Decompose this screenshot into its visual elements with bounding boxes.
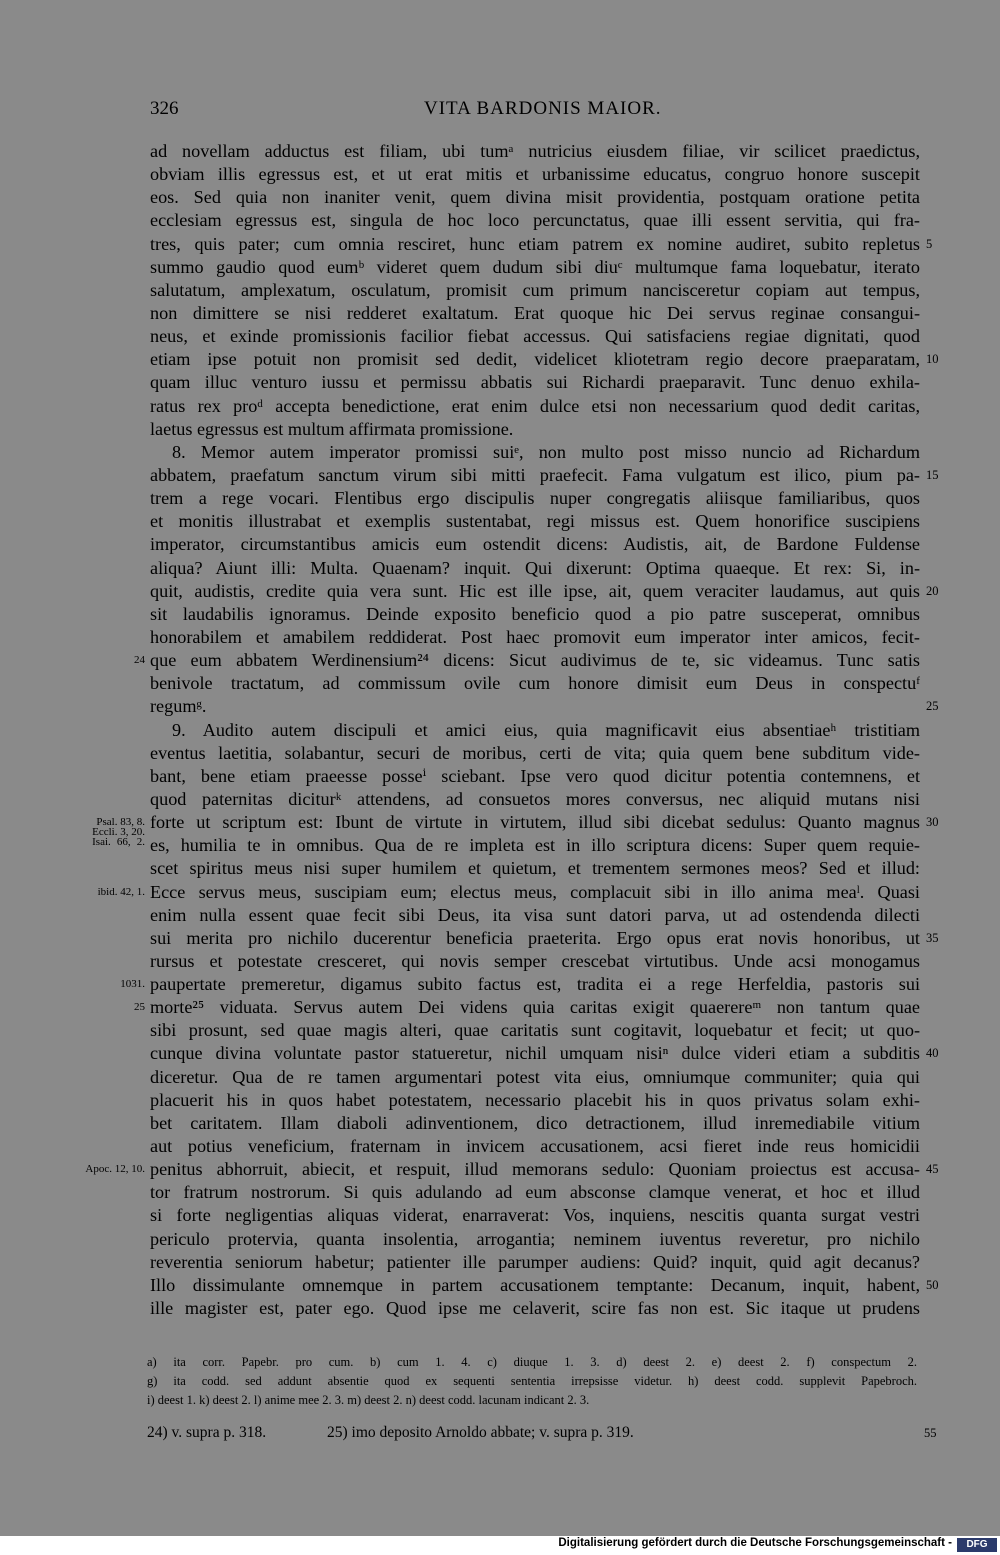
- text-line: [150, 510, 920, 533]
- text-line: [150, 140, 920, 163]
- line-number: 5: [926, 236, 933, 251]
- text-line-content: quod paternitas diciturᵏ attendens, ad consuetos mores conversus, nec aliquid mutans nisi: [150, 788, 920, 809]
- text-line-content: aut potius veneficium, fraternam in invicem accusationem, acsi fieret inde reus homicidii: [150, 1136, 920, 1157]
- line-number: 30: [926, 815, 939, 830]
- text-line: [150, 695, 939, 718]
- text-line-content: aliqua? Aiunt illi: Multa. Quaenam? inquit. Qui dixerunt: Optima quaeque. Et rex: Si, in-: [150, 557, 920, 578]
- text-line-content: imperator, circumstantibus amicis eum ostendit dicens: Audistis, ait, de Bardone Fuldense: [150, 534, 920, 555]
- text-line: [150, 302, 920, 325]
- text-line-content: bet caritatem. Illam diaboli adinventionem, dico detractionem, illud inremediabile vitium: [150, 1112, 920, 1133]
- text-line: [150, 857, 920, 880]
- text-line-content: sui merita pro nichilo ducerentur beneficia praeterita. Ergo opus erat novis honoribus, ut: [150, 927, 920, 948]
- text-line: [150, 325, 920, 348]
- line-number: 45: [926, 1162, 939, 1177]
- text-line-content: eventus laetitia, solabantur, securi de moribus, certi de vita; quia quem bene subditum vide-: [150, 742, 920, 763]
- margin-note: 25: [134, 1001, 145, 1014]
- text-line-content: periculo protervia, quanta insolentia, arrogantia; neminem iuventus reveretur, pro nichilo: [150, 1228, 920, 1249]
- footnote-line: i) deest 1. k) deest 2. l) anime mee 2. 3. m) deest 2. n) deest codd. lacunam indicant 2. 3.: [147, 1392, 590, 1407]
- text-line: [150, 487, 920, 510]
- text-line-content: ecclesiam egressus est, singula de hoc loco percunctatus, quae illi essent servitia, qui fra-: [150, 210, 920, 231]
- text-line-content: Illo dissimulante omnemque in partem accusationem temptante: Decanum, inquit, habent,: [150, 1274, 920, 1295]
- text-line-content: es, humilia te in omnibus. Qua de re impleta est in illo scriptura dicens: Super quem requie-: [150, 835, 920, 856]
- line-number: 55: [924, 1426, 937, 1440]
- text-line: [150, 927, 939, 950]
- text-line-content: ad novellam adductus est filiam, ubi tumᵃ nutricius eiusdem filiae, vir scilicet praedictus,: [150, 141, 920, 161]
- text-line: [150, 256, 920, 279]
- margin-note: Eccli. 3, 20. Isai. 66, 2.: [92, 826, 145, 849]
- text-line-content: rursus et potestate cresceret, qui novis semper crescebat virtutibus. Unde acsi monogamus: [150, 950, 920, 971]
- text-line-content: obviam illis egressus est, et ut erat mitis et urbanissime educatus, congruo honore suscepit: [150, 164, 920, 185]
- text-line: [150, 1112, 920, 1135]
- text-line: [150, 1181, 920, 1204]
- footnotes: [147, 1353, 917, 1409]
- text-line: [150, 765, 920, 788]
- text-line-content: abbatem, praefatum sanctum virum sibi mitti praefecit. Fama vulgatum est ilico, pium pa-: [150, 464, 920, 485]
- footnote-line: a) ita corr. Papebr. pro cum. b) cum 1. 4. c) diuque 1. 3. d) deest 2. e) deest 2. f) conspectum 2.: [147, 1355, 917, 1369]
- text-line: [150, 209, 920, 232]
- text-line: [150, 464, 939, 487]
- text-line-content: quit, audistis, credite quia vera sunt. Hic est ille ipse, ait, quem veraciter laudamus, aut quis: [150, 580, 920, 601]
- line-number: 25: [926, 699, 939, 714]
- text-line: [150, 1066, 920, 1089]
- text-line: [150, 1274, 939, 1297]
- dfg-logo: DFG: [957, 1538, 997, 1552]
- text-line: [150, 1204, 920, 1227]
- text-line: [150, 672, 920, 695]
- text-line-content: ille magister est, pater ego. Quod ipse me celaverit, scire fas non est. Sic itaque ut prudens: [150, 1298, 920, 1319]
- text-line-content: neus, et exinde promissionis facilior fiebat accessus. Qui satisfaciens regiae dignitati, quod: [150, 326, 920, 347]
- text-line-content: scet spiritus meus nisi super humilem et quietum, et trementem sermones meos? Sed et illud:: [150, 858, 920, 879]
- footer-bar: [0, 1536, 1000, 1555]
- page-number: 326: [150, 98, 179, 119]
- text-line-content: summo gaudio quod eumᵇ videret quem dudum sibi diuᶜ multumque fama loquebatur, iterato: [150, 256, 920, 277]
- text-line-content: salutatum, amplexatum, osculatum, promisit cum primum nancisceretur copiam aut tempus,: [150, 279, 920, 300]
- text-line-content: et monitis illustrabat et exemplis sustentabat, regi missus est. Quem honorifice suscipiens: [150, 511, 920, 532]
- text-line: [150, 1042, 939, 1065]
- text-line-content: sit laudabilis ignoramus. Deinde exposito beneficio quod a pio patre susceperat, omnibus: [150, 603, 920, 624]
- text-line-content: tor fratrum nostrorum. Si quis adulando ad eum absconse clamque venerat, et hoc et illud: [150, 1182, 920, 1203]
- margin-note: 1031.: [120, 978, 145, 991]
- text-line: [96, 811, 939, 834]
- text-line-content: etiam ipse potuit non promisit sed dedit, videlicet kliotetram regio decore praeparatam,: [150, 349, 920, 370]
- text-line-content: laetus egressus est multum affirmata promissione.: [150, 418, 514, 439]
- text-line: [92, 826, 920, 857]
- text-line-content: morte²⁵ viduata. Servus autem Dei videns quia caritas exigit quaerereᵐ non tantum quae: [150, 997, 920, 1018]
- text-line: [150, 788, 920, 811]
- text-line-content: enim nulla essent quae fecit sibi Deus, ita visa sunt datori parva, ut ad ostendenda dilecti: [150, 904, 920, 925]
- text-line: [150, 1019, 920, 1042]
- text-line-content: eos. Sed quia non inaniter venit, quem divina misit providentia, postquam oratione petita: [150, 187, 920, 208]
- text-line-content: ratus rex proᵈ accepta benedictione, erat enim dulce etsi non necessarium quod dedit caritas,: [150, 395, 920, 416]
- text-line: [134, 996, 920, 1019]
- text-line-content: non dimittere se nisi redderet exaltatum. Erat quoque hic Dei servus reginae consangui-: [150, 302, 920, 323]
- line-number: 15: [926, 467, 939, 482]
- text-line-content: honorabilem et amabilem reddiderat. Post haec promovit eum imperator inter amicos, fecit-: [150, 626, 920, 647]
- margin-note: 24: [134, 654, 145, 667]
- text-line-content: tres, quis pater; cum omnia resciret, hunc etiam patrem ex nomine audiret, subito repletus: [150, 233, 920, 254]
- text-line-content: quam illuc venturo iussu et permissu abbatis sui Richardi praeparavit. Tunc denuo exhila-: [150, 372, 920, 393]
- text-line: [150, 1089, 920, 1112]
- text-line-content: sibi prosunt, sed quae magis alteri, quae caritatis sunt cogitavit, loquebatur et fecit; ut quo-: [150, 1020, 920, 1041]
- text-line: [120, 973, 920, 996]
- text-line-content: placuerit his in quos habet potestatem, necessario placebit his in quos privatus solam exhi-: [150, 1089, 920, 1110]
- margin-note: ibid. 42, 1.: [97, 885, 145, 898]
- text-line-content: trem a rege vocari. Flentibus ergo discipulis nuper congregatis aliisque familiaribus, quos: [150, 488, 920, 509]
- text-line: [85, 1158, 939, 1181]
- footnote-line: g) ita codd. sed addunt absentie quod ex sequenti sententia irrepsisse videtur. h) deest codd. supplevit Papebroch.: [147, 1373, 917, 1388]
- line-number: 50: [926, 1277, 939, 1292]
- text-line: [150, 626, 920, 649]
- text-line: [150, 904, 920, 927]
- text-line: [150, 395, 920, 418]
- margin-note: Apoc. 12, 10.: [85, 1163, 145, 1176]
- text-line: [150, 719, 920, 742]
- text-line: [150, 186, 920, 209]
- text-line: [150, 348, 939, 371]
- text-line: [150, 603, 920, 626]
- reference-notes: [147, 1420, 947, 1446]
- line-number: 40: [926, 1046, 939, 1061]
- line-number: 20: [926, 583, 939, 598]
- text-line: [150, 580, 939, 603]
- text-line-content: si forte negligentias aliquas viderat, enarraverat: Vos, inquiens, nescitis quanta surgat vestri: [150, 1205, 920, 1226]
- text-line: [150, 950, 920, 973]
- text-line: [150, 742, 920, 765]
- footer-text: Digitalisierung gefördert durch die Deutsche Forschungsgemeinschaft -: [558, 1537, 952, 1549]
- text-line: [150, 279, 920, 302]
- text-line: [150, 418, 920, 441]
- text-line-content: regumᵍ.: [150, 696, 207, 717]
- text-line-content: reverentia seniorum habetur; patienter ille parumper audiens: Quid? inquit, quid agit decanus?: [150, 1251, 920, 1272]
- text-line: [150, 371, 920, 394]
- text-line: [150, 1251, 920, 1274]
- line-number: 10: [926, 352, 939, 367]
- text-line-content: penitus abhorruit, abiecit, et respuit, illud memorans sedulo: Quoniam proiectus est accusa-: [150, 1159, 920, 1180]
- text-line-content: paupertate premeretur, digamus subito factus est, tradita ei a rege Herfeldia, pastoris sui: [150, 974, 920, 995]
- reference-note-24: 24) v. supra p. 318.: [147, 1424, 267, 1441]
- main-text: [85, 140, 939, 1320]
- text-line: [150, 1297, 920, 1320]
- text-line-content: benivole tractatum, ad commissum ovile cum honore dimisit eum Deus in conspectuᶠ: [150, 673, 920, 694]
- page-header: [0, 98, 1000, 128]
- text-line: [150, 557, 920, 580]
- text-line-content: forte ut scriptum est: Ibunt de virtute in virtutem, illud sibi dicebat sedulus: Quanto magnus: [150, 812, 920, 833]
- text-line-content: bant, bene etiam praeesse posseⁱ sciebant. Ipse vero quod dicitur potentia contemnens, et: [150, 765, 920, 786]
- running-title: VITA BARDONIS MAIOR.: [424, 98, 662, 119]
- margin-note: Psal. 83, 8.: [96, 816, 145, 829]
- text-line: [150, 1228, 920, 1251]
- text-line: [150, 533, 920, 556]
- text-line: [150, 163, 920, 186]
- text-line: [150, 441, 920, 464]
- text-line: [134, 649, 920, 672]
- reference-note-25: 25) imo deposito Arnoldo abbate; v. supra p. 319.: [327, 1424, 634, 1441]
- text-line-content: 9. Audito autem discipuli et amici eius, quia magnificavit eius absentiaeʰ tristitiam: [172, 719, 920, 740]
- text-line: [150, 233, 933, 256]
- line-number: 35: [926, 930, 939, 945]
- text-line: [150, 1135, 920, 1158]
- text-line: [97, 881, 920, 904]
- text-line-content: Ecce servus meus, suscipiam eum; electus meus, complacuit sibi in illo anima meaˡ. Quasi: [150, 881, 920, 902]
- text-line-content: 8. Memor autem imperator promissi suiᵉ, non multo post misso nuncio ad Richardum: [172, 441, 920, 462]
- text-line-content: diceretur. Qua de re tamen argumentari potest vita eius, omniumque communiter; quia qui: [150, 1066, 920, 1087]
- text-line-content: cunque divina voluntate pastor statueretur, nichil umquam nisiⁿ dulce videri etiam a subditis: [150, 1043, 920, 1064]
- text-line-content: que eum abbatem Werdinensium²⁴ dicens: Sicut audivimus de te, sic videamus. Tunc satis: [150, 650, 920, 671]
